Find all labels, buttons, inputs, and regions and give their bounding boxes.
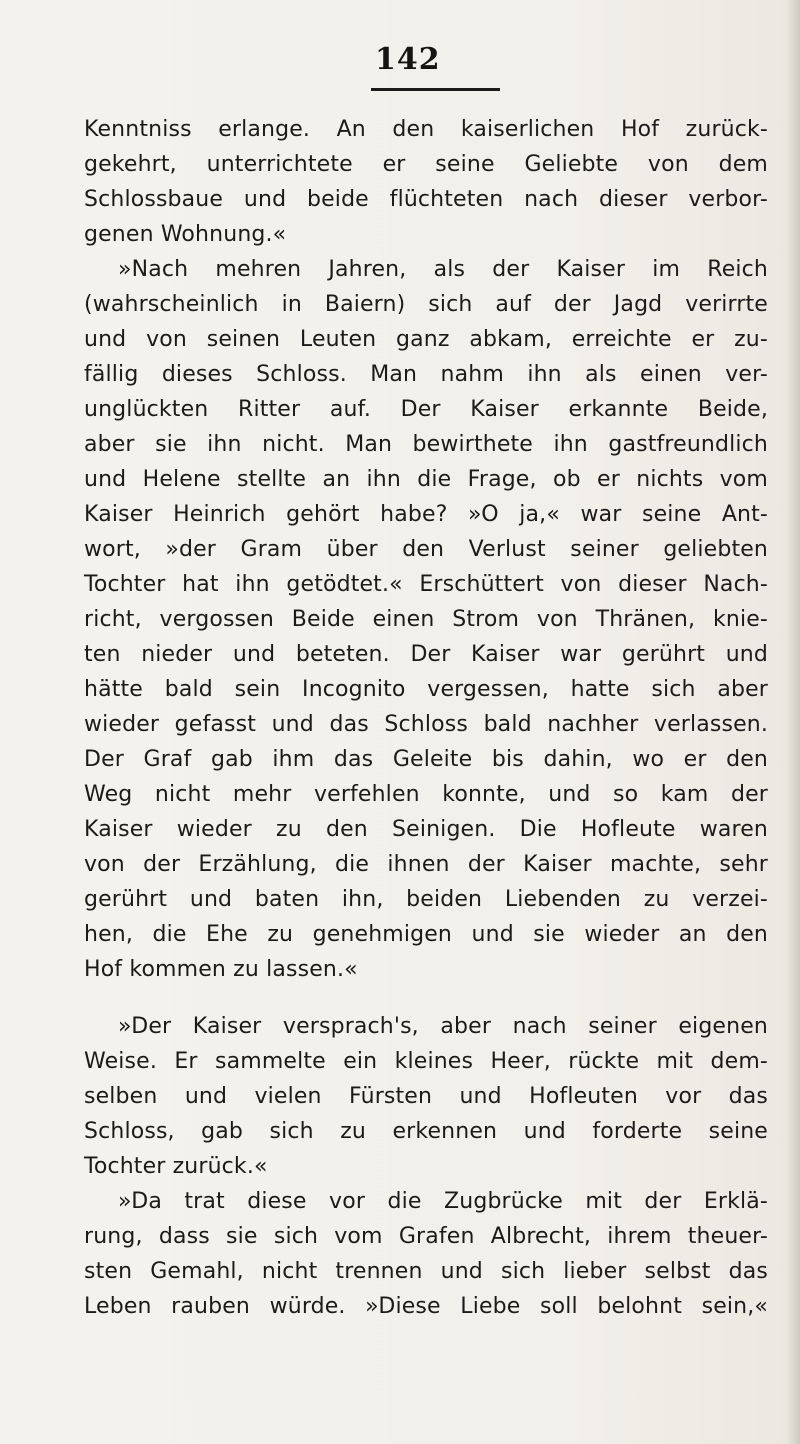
text-line: »Der Kaiser versprach's, aber nach seiner eigenen xyxy=(118,1014,768,1039)
text-line: Tochter hat ihn getödtet.« Erschüttert von dieser Nach- xyxy=(84,572,768,597)
text-line: ten nieder und beteten. Der Kaiser war gerührt und xyxy=(84,642,768,667)
text-line: wort, »der Gram über den Verlust seiner geliebten xyxy=(84,537,768,562)
page-edge-shadow xyxy=(786,0,800,1444)
text-line: richt, vergossen Beide einen Strom von Thränen, knie- xyxy=(84,607,768,632)
text-line: (wahrscheinlich in Baiern) sich auf der Jagd verirrte xyxy=(84,292,768,317)
text-line: Kenntniss erlange. An den kaiserlichen Hof zurück- xyxy=(84,117,768,142)
text-line: Hof kommen zu lassen.« xyxy=(84,957,358,982)
text-line: rung, dass sie sich vom Grafen Albrecht, ihrem theuer- xyxy=(84,1224,768,1249)
text-line: Weg nicht mehr verfehlen konnte, und so kam der xyxy=(84,782,768,807)
paragraph xyxy=(84,1184,768,1324)
header-rule xyxy=(371,88,500,91)
text-line: Schloss, gab sich zu erkennen und forderte seine xyxy=(84,1119,768,1144)
text-line: Kaiser Heinrich gehört habe? »O ja,« war seine Ant- xyxy=(84,502,768,527)
text-line: unglückten Ritter auf. Der Kaiser erkannte Beide, xyxy=(84,397,768,422)
paragraph xyxy=(84,252,768,987)
text-line: Tochter zurück.« xyxy=(84,1154,268,1179)
text-line: selben und vielen Fürsten und Hofleuten vor das xyxy=(84,1084,768,1109)
text-line: gerührt und baten ihn, beiden Liebenden zu verzei- xyxy=(84,887,768,912)
text-line: sten Gemahl, nicht trennen und sich lieber selbst das xyxy=(84,1259,768,1284)
text-line: aber sie ihn nicht. Man bewirthete ihn gastfreundlich xyxy=(84,432,768,457)
text-line: genen Wohnung.« xyxy=(84,222,287,247)
text-line: Schlossbaue und beide flüchteten nach dieser verbor- xyxy=(84,187,768,212)
paragraph xyxy=(84,112,768,252)
paragraph xyxy=(84,1009,768,1184)
text-line: und von seinen Leuten ganz abkam, erreichte er zu- xyxy=(84,327,768,352)
text-line: wieder gefasst und das Schloss bald nachher verlassen. xyxy=(84,712,768,737)
text-line: »Nach mehren Jahren, als der Kaiser im Reich xyxy=(118,257,768,282)
text-line: Weise. Er sammelte ein kleines Heer, rückte mit dem- xyxy=(84,1049,768,1074)
page-number: 142 xyxy=(375,42,441,77)
text-line: Der Graf gab ihm das Geleite bis dahin, wo er den xyxy=(84,747,768,772)
text-line: gekehrt, unterrichtete er seine Geliebte von dem xyxy=(84,152,768,177)
body-text xyxy=(84,112,768,1324)
text-line: Kaiser wieder zu den Seinigen. Die Hofleute waren xyxy=(84,817,768,842)
text-line: Leben rauben würde. »Diese Liebe soll belohnt sein,« xyxy=(84,1294,768,1319)
text-line: und Helene stellte an ihn die Frage, ob er nichts vom xyxy=(84,467,768,492)
text-line: hätte bald sein Incognito vergessen, hatte sich aber xyxy=(84,677,768,702)
text-line: »Da trat diese vor die Zugbrücke mit der Erklä- xyxy=(118,1189,768,1214)
text-line: hen, die Ehe zu genehmigen und sie wieder an den xyxy=(84,922,768,947)
text-line: von der Erzählung, die ihnen der Kaiser machte, sehr xyxy=(84,852,768,877)
paragraph-gap xyxy=(84,987,768,1009)
text-line: fällig dieses Schloss. Man nahm ihn als einen ver- xyxy=(84,362,768,387)
